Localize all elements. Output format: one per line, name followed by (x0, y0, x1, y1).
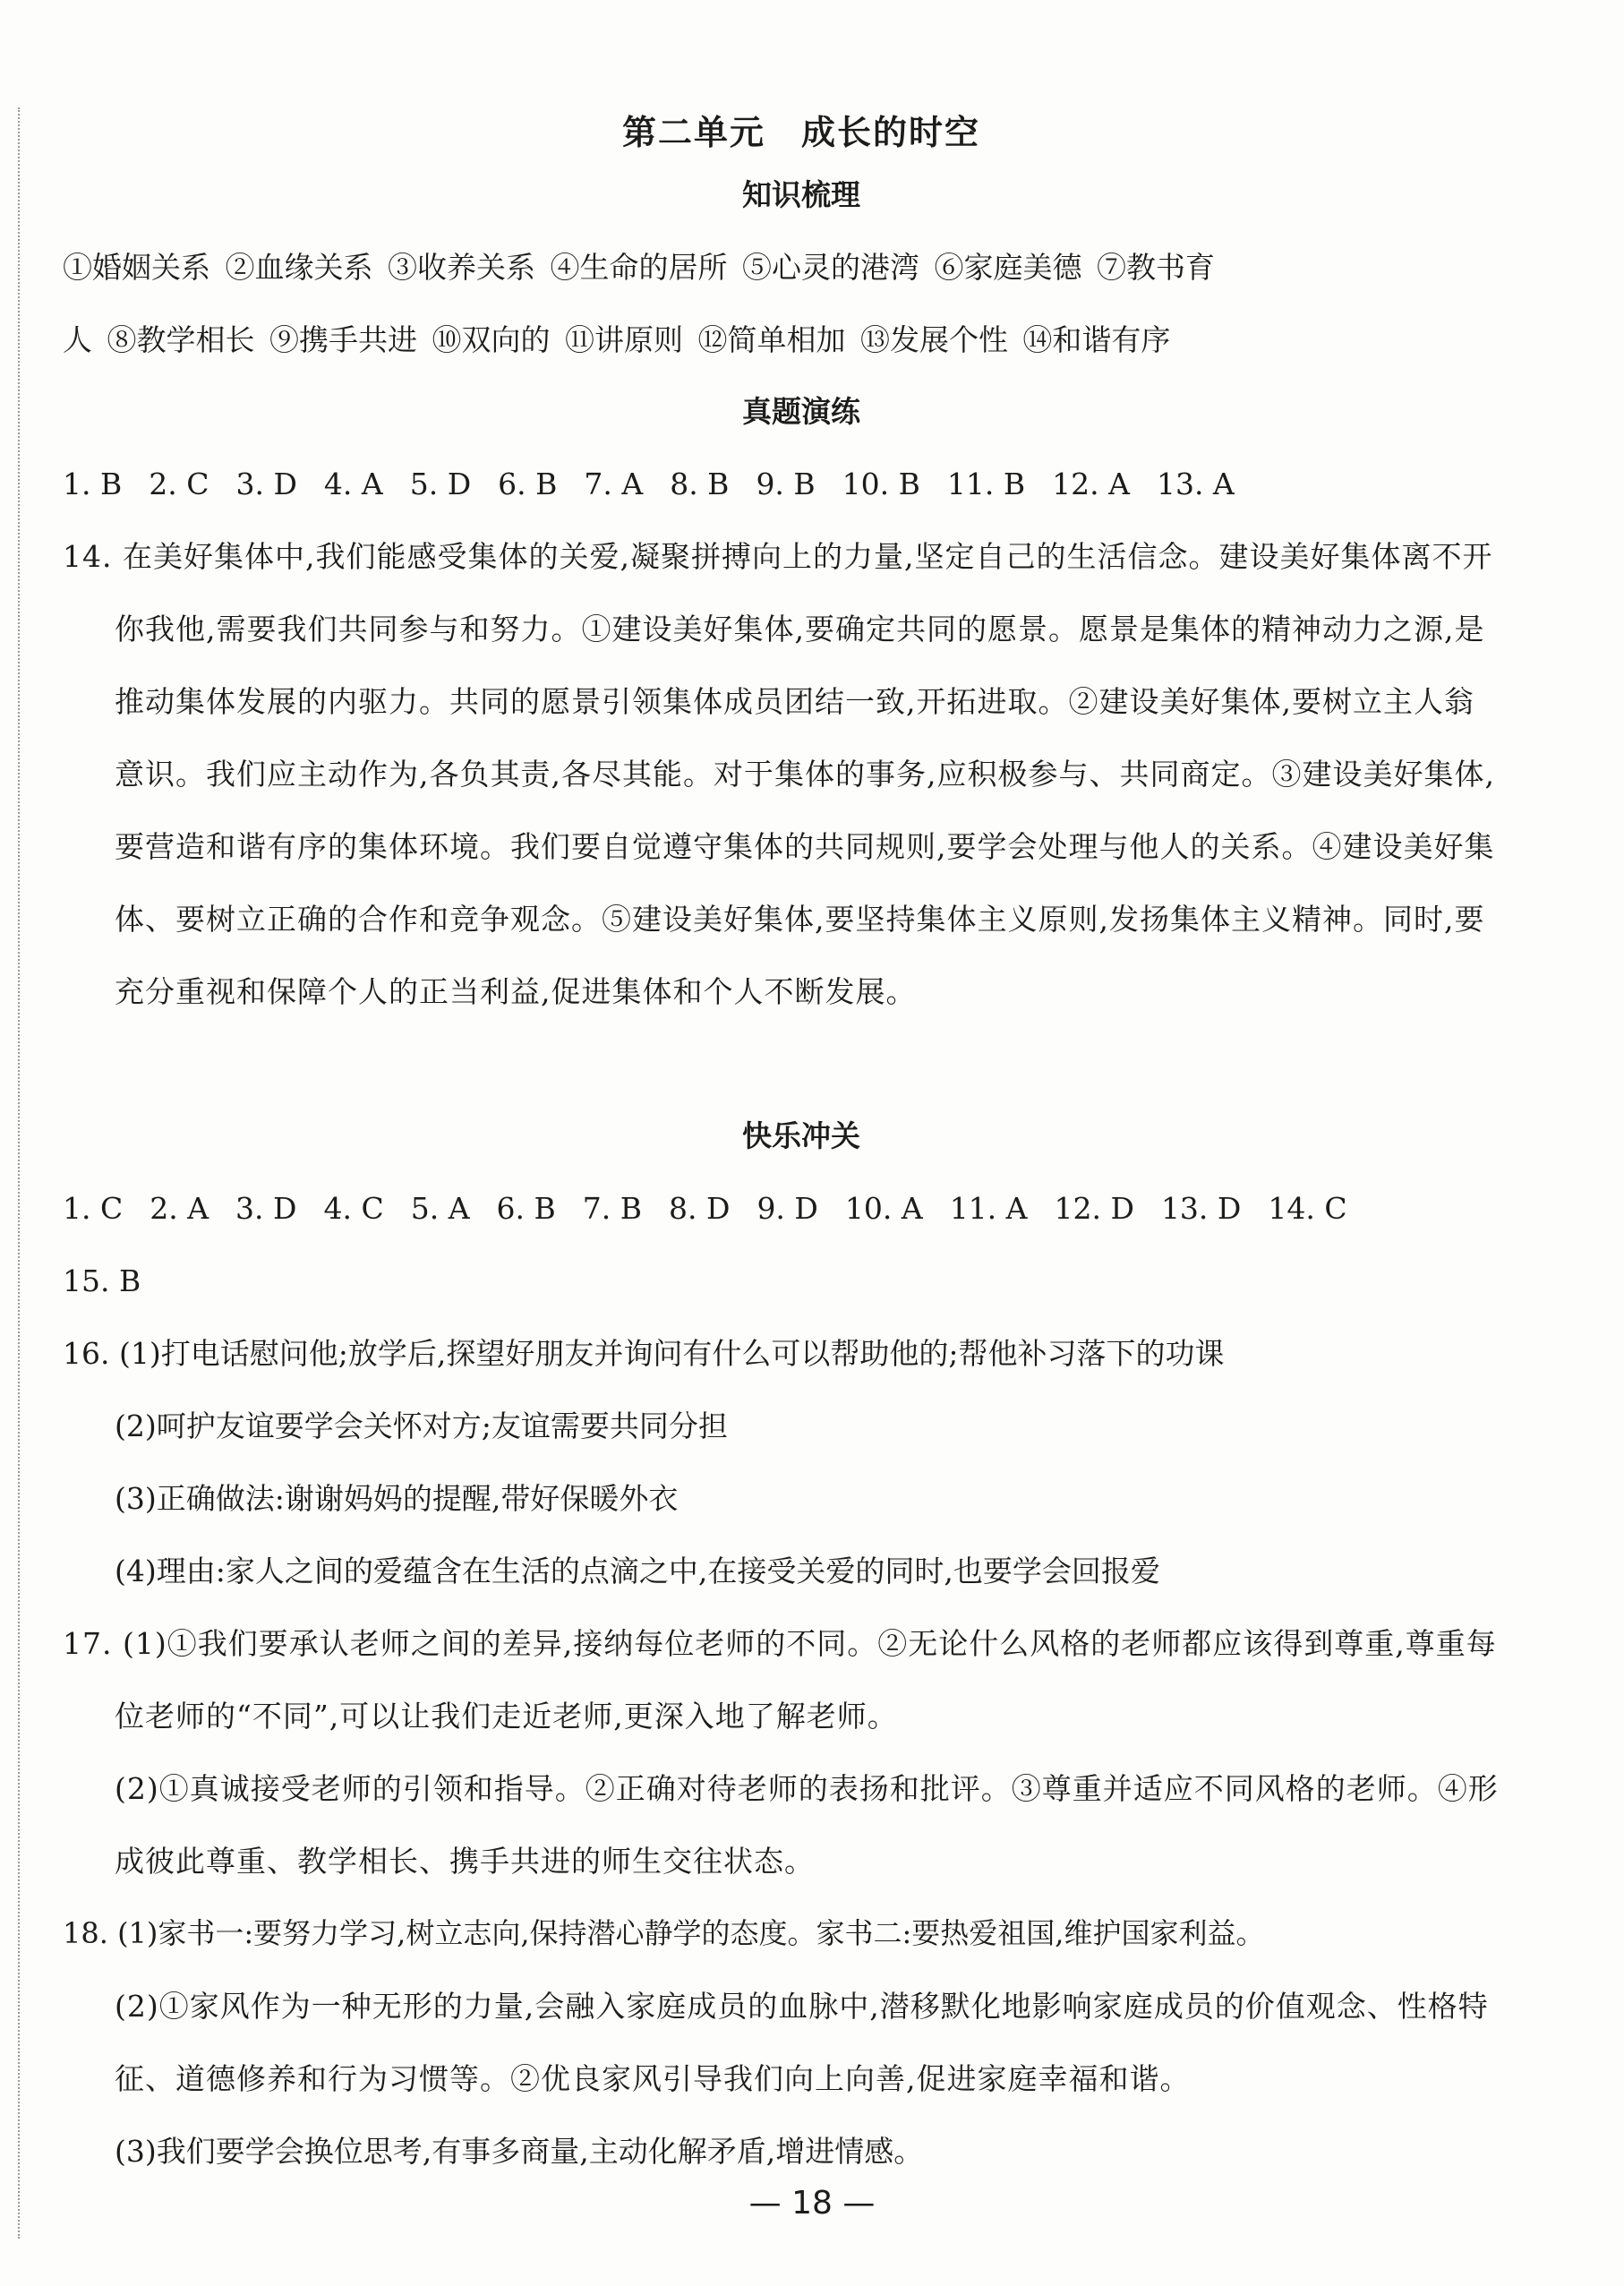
answer-item: 2. C (149, 467, 209, 501)
section-title-game: 快乐冲关 (742, 1118, 860, 1153)
answer-item: 4. C (323, 1191, 384, 1226)
answer-item: 7. B (582, 1191, 642, 1226)
game-answers-row-2 (63, 1245, 1504, 1317)
question-18-part-3: (3)我们要学会换位思考,有事多商量,主动化解矛盾,增进情感。 (115, 2134, 924, 2169)
section-title-exam: 真题演练 (742, 394, 860, 429)
answer-item: 12. D (1054, 1191, 1134, 1226)
knowledge-line-2: 人 ⑧教学相长 ⑨携手共进 ⑩双向的 ⑪讲原则 ⑫简单相加 ⑬发展个性 ⑭和谐有序 (63, 322, 1171, 357)
answer-item: 9. D (756, 1191, 818, 1226)
answer-item: 8. D (669, 1191, 731, 1226)
answer-item: 10. B (842, 467, 920, 501)
answer-item: 11. A (949, 1191, 1028, 1226)
answer-item: 1. C (63, 1191, 124, 1226)
answer-item: 11. B (946, 467, 1026, 501)
answer-item: 3. D (235, 1191, 297, 1226)
exam-answers (63, 448, 1504, 520)
section-title-knowledge: 知识梳理 (742, 177, 860, 212)
question-16-line-1: 16. (1)打电话慰问他;放学后,探望好朋友并询问有什么可以帮助他的;帮他补习落下的功课 (63, 1336, 1225, 1371)
question-16-line-2: (2)呵护友谊要学会关怀对方;友谊需要共同分担 (115, 1408, 728, 1443)
question-16-line-3: (3)正确做法:谢谢妈妈的提醒,带好保暖外衣 (115, 1481, 679, 1516)
binding-margin-rule (18, 107, 20, 2239)
page-number: — 18 — (748, 2185, 876, 2222)
answer-item: 15. B (63, 1263, 141, 1298)
answer-item: 6. B (498, 467, 558, 501)
question-18-part-2: (2)①家风作为一种无形的力量,会融入家庭成员的血脉中,潜移默化地影响家庭成员的价值观念、性格特征、道德修养和行为习惯等。②优良家风引导我们向上向善,促进家庭幸福和谐。 (115, 1989, 1489, 2096)
question-17-part-2: (2)①真诚接受老师的引领和指导。②正确对待老师的表扬和批评。③尊重并适应不同风格的老师。④形成彼此尊重、教学相长、携手共进的师生交往状态。 (115, 1771, 1499, 1879)
answer-item: 5. D (409, 467, 472, 501)
answer-item: 8. B (670, 467, 730, 501)
unit-title-part1: 第二单元 (621, 113, 765, 152)
unit-title-part2: 成长的时空 (801, 113, 981, 152)
answer-item: 7. A (584, 467, 644, 501)
answer-item: 1. B (63, 467, 123, 501)
answer-item: 14. C (1268, 1191, 1347, 1226)
answer-item: 12. A (1052, 467, 1130, 501)
answer-item: 3. D (235, 467, 297, 501)
answer-item: 6. B (496, 1191, 556, 1226)
answer-item: 5. A (410, 1191, 470, 1226)
question-16-line-4: (4)理由:家人之间的爱蕴含在生活的点滴之中,在接受关爱的同时,也要学会回报爱 (115, 1554, 1160, 1588)
answer-item: 10. A (844, 1191, 923, 1226)
answer-item: 13. A (1156, 467, 1235, 501)
answer-item: 2. A (150, 1191, 209, 1226)
game-answers-row-1 (63, 1172, 1504, 1245)
answer-item: 4. A (323, 467, 383, 501)
content (63, 106, 1504, 2188)
unit-title (98, 106, 1504, 159)
question-17-part-1: 17. (1)①我们要承认老师之间的差异,接纳每位老师的不同。②无论什么风格的老师都应该得到尊重,尊重每位老师的“不同”,可以让我们走近老师,更深入地了解老师。 (63, 1626, 1497, 1734)
knowledge-line-1: ①婚姻关系 ②血缘关系 ③收养关系 ④生命的居所 ⑤心灵的港湾 ⑥家庭美德 ⑦教书育 (63, 250, 1215, 285)
answer-item: 9. B (756, 467, 816, 501)
question-14-answer: 14. 在美好集体中,我们能感受集体的关爱,凝聚拼搏向上的力量,坚定自己的生活信念。建设美好集体离不开你我他,需要我们共同参与和努力。①建设美好集体,要确定共同的愿景。愿景是集体的精神动力之源,是推动集体发展的内驱力。共同的愿景引领集体成员团结一致,开拓进取。②建设美好集体,要树立主人翁意识。我们应主动作为,各负其责,各尽其能。对于集体的事务,应积极参与、共同商定。③建设美好集体,要营造和谐有序的集体环境。我们要自觉遵守集体的共同规则,要学会处理与他人的关系。④建设美好集体、要树立正确的合作和竞争观念。⑤建设美好集体,要坚持集体主义原则,发扬集体主义精神。同时,要充分重视和保障个人的正当利益,促进集体和个人不断发展。 (63, 539, 1495, 1009)
question-18-part-1: 18. (1)家书一:要努力学习,树立志向,保持潜心静学的态度。家书二:要热爱祖国,维护国家利益。 (63, 1916, 1265, 1950)
answer-item: 13. D (1160, 1191, 1242, 1226)
